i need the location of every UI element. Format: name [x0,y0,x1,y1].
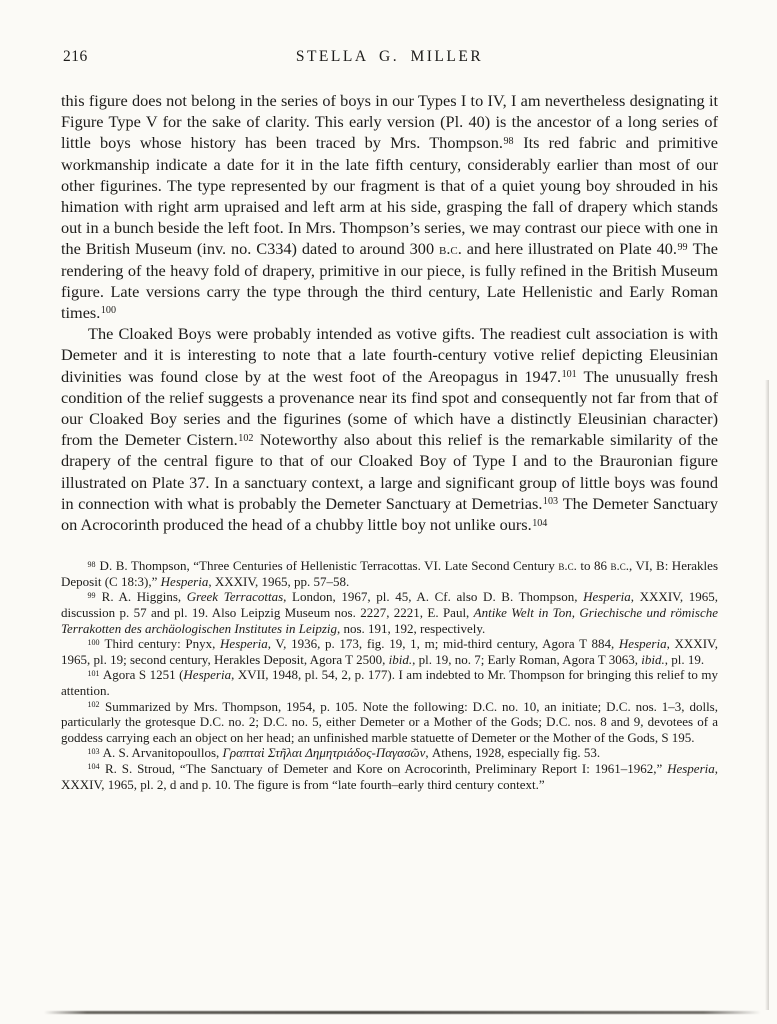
text-run: to 86 [576,558,611,574]
footnote [61,745,718,761]
footnote-ref: 102 [238,432,254,444]
footnote [61,558,718,589]
text-run: this figure does not belong in the series of boys in our Types I to IV, I am nevertheless designating it Figure Type V for the sake of clarity. This early version (Pl. 40) is the ancestor of a long series of little boys whose history has been traced by Mrs. Thompson. [61,91,718,153]
text-run: Its red fabric and primitive workmanship indicate a date for it in the late fifth century, considerably earlier than most of our other figurines. The type represented by our fragment is that of a quiet young boy shrouded in his himation with right arm upraised and left arm at his side, grasping the fall of drapery which stands out in a bunch beside the left foot. In Mrs. Thompson’s series, we may contrast our piece with one in the British Museum (inv. no. C334) dated to around 300 [61,133,718,259]
footnote-ref: 99 [87,590,96,600]
body-text [61,90,718,535]
text-run: Noteworthy also about this relief is the remarkable similarity of the drapery of the central figure to that of our Cloaked Boy of Type I and to the Brauronian figure illustrated on Plate 37. In a sanctuary context, a large and significant group of little boys was found in connection with what is probably the Demeter Sanctuary at Demetrias. [61,430,719,513]
running-head: STELLA G. MILLER [295,48,484,65]
text-run: Agora S 1251 ( [100,667,184,683]
text-run: , XXXIV, 1965, pp. 57–58. [208,573,350,589]
scan-edge-shadow [765,380,769,1010]
text-run: The rendering of the heavy fold of drapery, primitive in our piece, is fully refined in the British Museum figure. Late versions carry the type through the third century, Late Hellenistic and Early Roman times. [61,239,718,323]
smallcaps-text: b.c. [610,558,630,574]
text-run: Summarized by Mrs. Thompson, 1954, p. 105. Note the following: D.C. no. 10, an initiate; D.C. nos. 1–3, dolls, particularly the grotesque D.C. no. 2; D.C. no. 5, either Demeter or a Mother of the Gods; D.C. nos. 8 and 9, devotees of a goddess carrying each an object on her head; an unfinished marble statuette of Demeter or the Mother of the Gods, S 195. [61,698,718,745]
italic-text: Antike Welt in Ton, Griechische und römische Terrakotten des archäologischen Institutes in Leipzig [61,605,718,636]
smallcaps-text: b.c. [438,239,462,259]
footnote-ref: 98 [87,559,96,569]
page-number: 216 [63,48,88,65]
italic-text: Hesperia [160,573,209,589]
italic-text: Hesperia [220,636,268,652]
italic-text: Γραπταὶ Στῆλαι Δημητριάδος-Παγασῶν [222,745,426,761]
text-run: and here illustrated on Plate 40. [461,239,677,259]
text-run: R. S. Stroud, “The Sanctuary of Demeter and Kore on Acrocorinth, Preliminary Report I: 1961–1962,” [100,760,668,776]
italic-text: Hesperia [618,636,667,652]
page-header [61,48,718,68]
text-run: , XXXIV, 1965, pl. 19; second century, Herakles Deposit, Agora T 2500, [61,636,718,667]
scan-edge-artifact [44,1011,761,1014]
italic-text: Greek Terracottas [186,589,284,605]
italic-text: ibid. [641,651,665,667]
footnote-ref: 100 [87,637,100,647]
text-run: R. A. Higgins, [96,589,187,605]
italic-text: Hesperia [583,589,631,605]
footnotes-section [61,558,718,792]
footnote-ref: 99 [677,241,688,253]
text-run: , XXXIV, 1965, pl. 2, d and p. 10. The figure is from “late fourth–early third century context.” [61,760,718,792]
text-run: , nos. 191, 192, respectively. [337,620,486,636]
footnote-ref: 98 [503,135,514,147]
text-run: Third century: Pnyx, [100,636,221,652]
footnote-ref: 100 [100,305,116,317]
italic-text: Hesperia [667,760,715,776]
text-run: , V, 1936, p. 173, fig. 19, 1, m; mid-third century, Agora T 884, [267,636,619,652]
footnote-ref: 104 [532,517,548,529]
italic-text: ibid. [388,651,413,667]
footnote [61,761,718,792]
footnote-ref: 104 [87,762,100,772]
text-run: A. S. Arvanitopoullos, [100,745,223,761]
paragraph [61,323,718,535]
paragraph [61,90,718,323]
italic-text: Hesperia [183,667,232,683]
footnote-ref: 101 [87,668,100,678]
text-run: , VI, B: Herakles Deposit (C 18:3),” [61,558,719,589]
text-run: The Cloaked Boys were probably intended as votive gifts. The readiest cult association is with Demeter and it is interesting to note that a late fourth-century votive relief depicting Eleusinian divinities was found close by at the west foot of the Areopagus in 1947. [61,324,718,386]
footnote-ref: 103 [542,496,559,508]
footnote-ref: 103 [87,746,100,756]
text-run: , XXXIV, 1965, discussion p. 57 and pl. 19. Also Leipzig Museum nos. 2227, 2221, E. Paul, [61,589,718,621]
footnote-ref: 101 [561,369,577,381]
footnote [61,699,718,746]
smallcaps-text: b.c. [558,558,577,574]
text-run: , pl. 19. [664,651,705,667]
text-run: , London, 1967, pl. 45, A. Cf. also D. B. Thompson, [283,589,584,605]
footnote [61,636,718,667]
text-run: The Demeter Sanctuary on Acrocorinth produced the head of a chubby little boy not unlike ours. [61,493,718,535]
text-run: , XVII, 1948, pl. 54, 2, p. 177). I am indebted to Mr. Thompson for bringing this relief to my attention. [61,667,718,699]
footnote [61,667,718,698]
text-run: The unusually fresh condition of the relief suggests a provenance near its find spot and consequently not far from that of our Cloaked Boy series and the figurines (some of which have a distinctly Eleusinian character) from the Demeter Cistern. [61,366,718,450]
footnote-ref: 102 [87,699,100,709]
footnote [61,589,718,636]
text-run: D. B. Thompson, “Three Centuries of Hellenistic Terracottas. VI. Late Second Century [96,558,559,574]
text-run: , pl. 19, no. 7; Early Roman, Agora T 3063, [412,651,642,667]
text-run: , Athens, 1928, especially fig. 53. [425,745,601,761]
